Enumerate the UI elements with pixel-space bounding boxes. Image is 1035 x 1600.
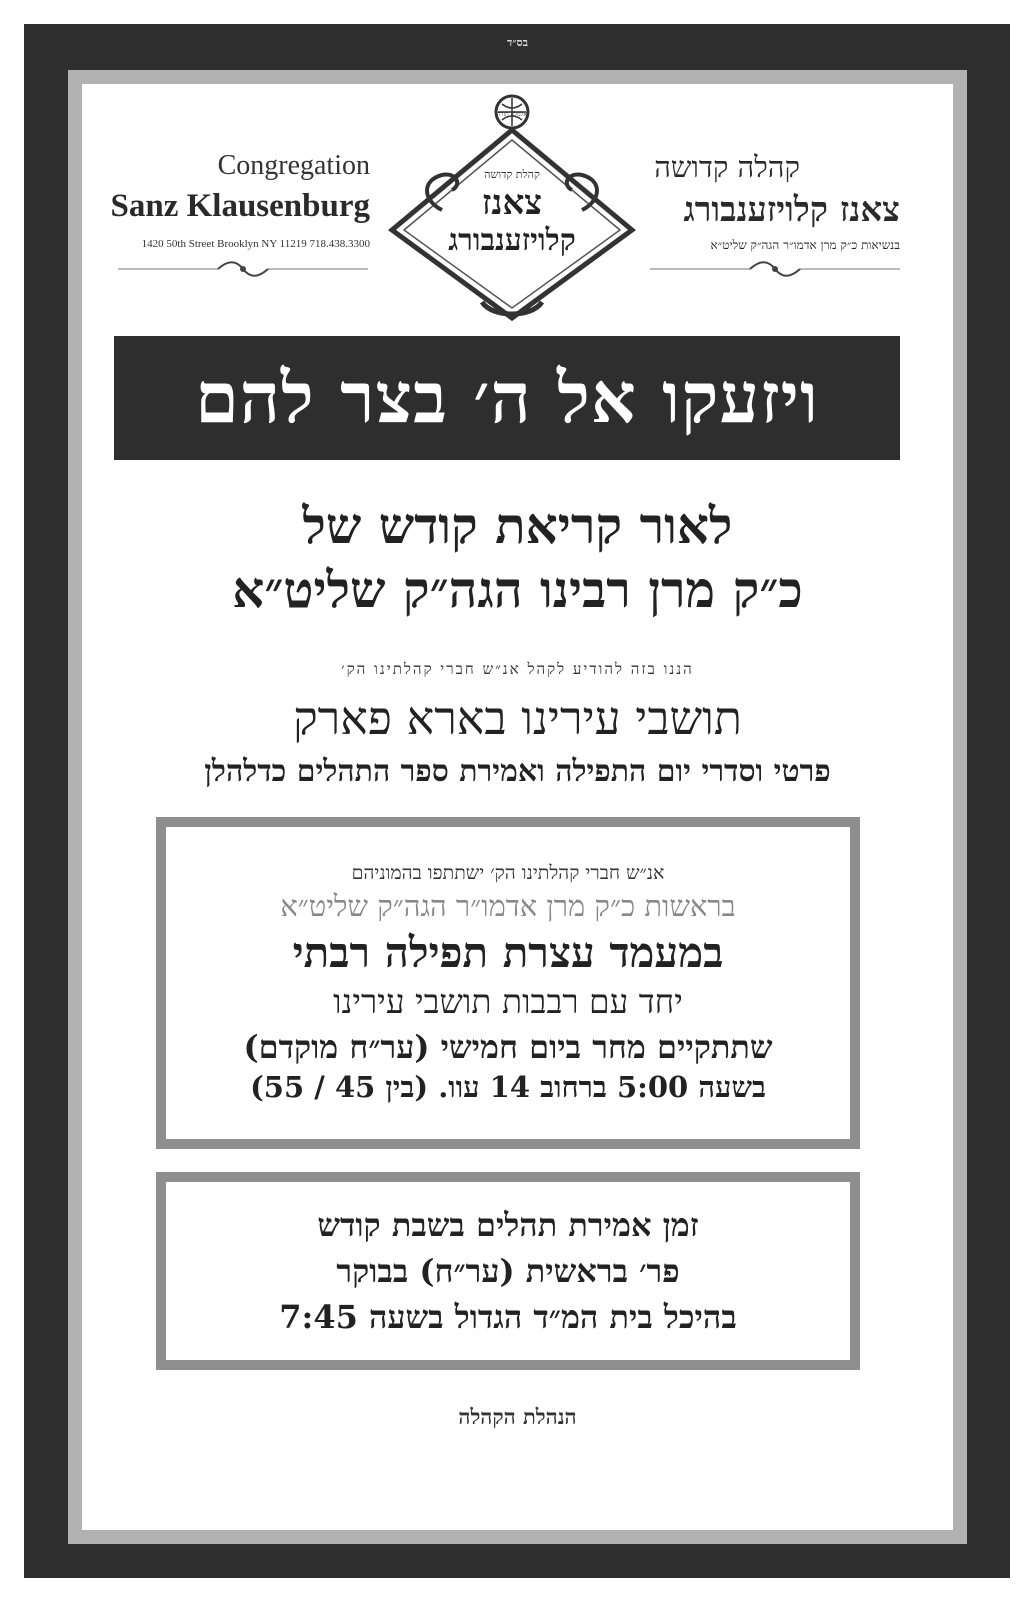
event-together: יחד עם רבבות תושבי עירינו [333, 981, 683, 1021]
event-box [156, 817, 860, 1149]
logo-line2: קלויזענבורג [448, 223, 576, 258]
logo-line1: צאנז [481, 183, 543, 223]
logo-diamond-icon [382, 90, 642, 330]
tehillim-box [156, 1172, 860, 1370]
right-ornament-icon [650, 258, 900, 280]
event-time-location: בשעה 5:00 ברחוב 14 עוו. (בין 45 / 55) [250, 1069, 766, 1104]
hebrew-leadership-line: בנשיאות כ״ק מרן אדמו״ר הגה״ק שליט״א [710, 238, 900, 252]
event-date: שתתקיים מחר ביום חמישי (ער״ח מוקדם) [243, 1027, 773, 1066]
intro-line4: תושבי עירינו בארא פארק [293, 691, 742, 745]
english-congregation-name: Sanz Klausenburg [110, 188, 370, 224]
english-address: 1420 50th Street Brooklyn NY 11219 718.438.3300 [141, 238, 370, 250]
congregation-logo [382, 90, 642, 330]
event-title: במעמד עצרת תפילה רבתי [292, 927, 724, 977]
logo-motto: אלמלא תורה [497, 111, 527, 118]
footer-signature: הנהלת הקהלה [458, 1404, 577, 1429]
intro-line3: הננו בזה להודיע לקהל אנ״ש חברי קהלתינו הק׳ [341, 660, 694, 678]
intro-line2: כ״ק מרן רבינו הגה״ק שליט״א [232, 560, 803, 619]
logo-top-text: קהלת קדושה [484, 168, 540, 181]
tehillim-line3: בהיכל בית המ״ד הגדול בשעה 7:45 [279, 1298, 737, 1336]
hebrew-congregation-name: צאנז קלויזענבורג [683, 190, 900, 230]
hebrew-kehila-label: קהלה קדושה [654, 150, 800, 184]
intro-line5: פרטי וסדרי יום התפילה ואמירת ספר התהלים כדלהלן [204, 754, 831, 789]
bsd-mark: בס״ד [506, 36, 529, 49]
english-congregation-label: Congregation [217, 150, 370, 181]
event-participants: אנ״ש חברי קהלתינו הק׳ ישתתפו בהמוניהם [351, 861, 665, 884]
tehillim-line1: זמן אמירת תהלים בשבת קודש [317, 1206, 699, 1244]
event-leadership: בראשות כ״ק מרן אדמו״ר הגה״ק שליט״א [280, 888, 736, 923]
intro-line1: לאור קריאת קודש של [302, 496, 733, 555]
tehillim-line2: פר׳ בראשית (ער״ח) בבוקר [336, 1252, 680, 1290]
main-banner: ויזעקו אל ה׳ בצר להם [114, 336, 900, 460]
left-ornament-icon [118, 258, 368, 280]
